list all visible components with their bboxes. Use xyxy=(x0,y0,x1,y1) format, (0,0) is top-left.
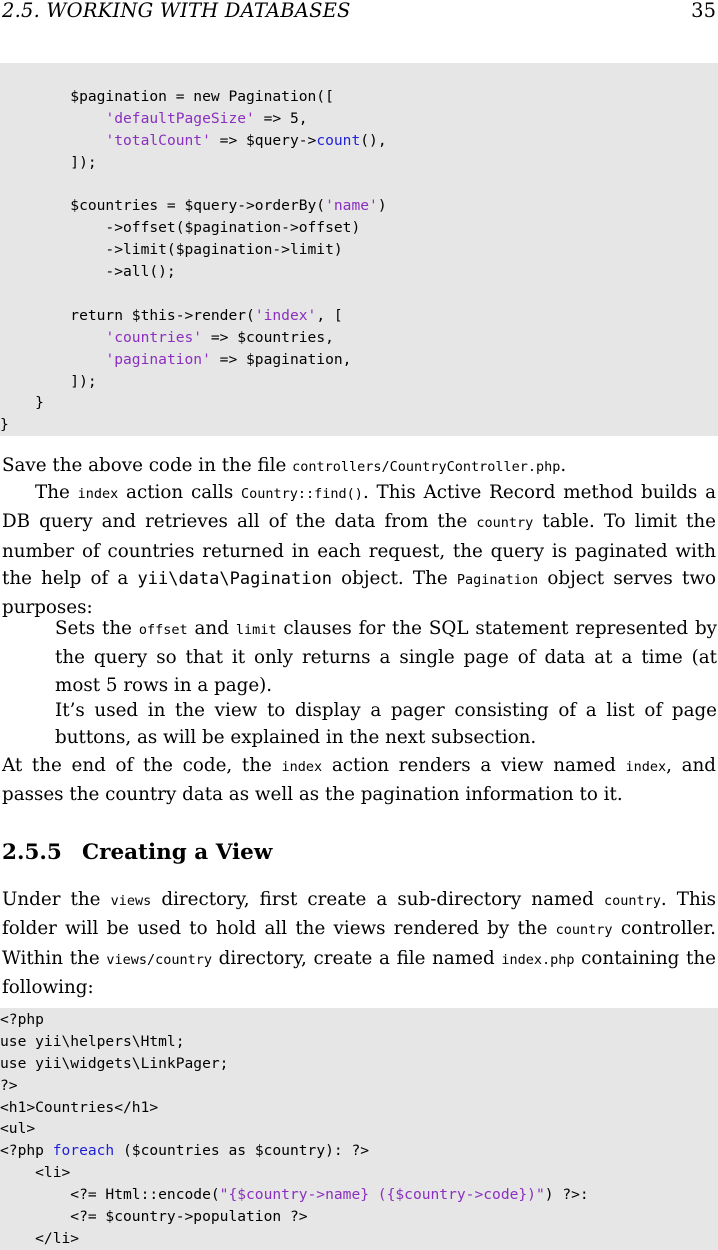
code-line xyxy=(0,283,718,305)
code-line: ]); xyxy=(0,153,97,171)
section-number: 2.5.5 xyxy=(2,840,62,865)
inline-code: index xyxy=(77,486,119,502)
section-heading xyxy=(2,840,272,865)
code-line: $pagination = new Pagination([ xyxy=(0,88,334,105)
code-line: ]); xyxy=(0,372,97,390)
code-line: ->offset($pagination->offset) xyxy=(0,219,361,237)
code-line: ->all(); xyxy=(0,263,176,281)
inline-code: index xyxy=(625,759,667,775)
code-line xyxy=(0,174,718,196)
code-line: <li> xyxy=(0,1164,71,1182)
code-line: $countries = $query->orderBy('name') xyxy=(0,197,387,215)
code-line: <?= $country->population ?> xyxy=(0,1208,308,1226)
list-item: Sets the offset and limit clauses for the SQL statement represented by the query so that it only returns a single page of data at a time (at most 5 rows in a page). xyxy=(55,618,717,696)
code-line: } xyxy=(0,416,9,434)
code-line: <ul> xyxy=(0,1120,36,1138)
inline-code-large: yii\data\Pagination xyxy=(137,568,332,589)
code-line: </li> xyxy=(0,1229,80,1247)
inline-code: country xyxy=(603,893,661,909)
code-line: use yii\widgets\LinkPager; xyxy=(0,1054,229,1072)
code-line: } xyxy=(0,394,44,412)
code-line: 'defaultPageSize' => 5, xyxy=(105,109,308,127)
inline-code: offset xyxy=(138,622,188,638)
inline-code: views/country xyxy=(106,951,213,968)
inline-code: country xyxy=(476,515,534,532)
code-line: return $this->render('index', [ xyxy=(0,306,343,324)
inline-code: views xyxy=(110,893,152,909)
running-header-section: 2.5. WORKING WITH DATABASES xyxy=(2,0,351,22)
inline-code: index.php xyxy=(501,951,575,968)
code-line: ->limit($pagination->limit) xyxy=(0,241,343,259)
code-line: <?= Html::encode("{$country->name} ({$country->code})") ?>: xyxy=(0,1186,589,1204)
code-line: <?php xyxy=(0,1011,44,1028)
code-line: <?php foreach ($countries as $country): ?> xyxy=(0,1142,370,1160)
inline-code: controllers/CountryController.php xyxy=(292,459,561,475)
list-item: It’s used in the view to display a pager consisting of a list of page buttons, as will be explained in the next subsection. xyxy=(55,700,717,749)
code-block-view xyxy=(0,1008,718,1250)
code-line: use yii\helpers\Html; xyxy=(0,1032,185,1050)
paragraph-render: At the end of the code, the index action renders a view named index, and passes the country data as well as the pagination information to it. xyxy=(2,755,717,806)
paragraph-index-action: The index action calls Country::find(). This Active Record method builds a DB query and retrieves all of the data from the country table. To limit the number of countries returned in each request, the query is paginated with the help of a yii\data\Pagination object. The Pagination object serves two purposes: xyxy=(2,482,716,619)
paragraph-create-view: Under the views directory, first create a sub-directory named country. This folder will be used to hold all the views rendered by the country controller. Within the views/country directory, create a file named index.php containing the following: xyxy=(2,889,716,998)
inline-code: index xyxy=(281,759,323,775)
inline-code: limit xyxy=(235,622,277,638)
code-line: 'countries' => $countries, xyxy=(105,328,334,346)
code-line: 'totalCount' => $query->count(), xyxy=(105,131,387,149)
paragraph-save-file: Save the above code in the file controllers/CountryController.php. xyxy=(2,455,567,476)
page-number: 35 xyxy=(691,0,716,22)
inline-code: country xyxy=(555,922,613,939)
code-line: <h1>Countries</h1> xyxy=(0,1098,159,1116)
code-line: 'pagination' => $pagination, xyxy=(105,350,352,368)
code-line: ?> xyxy=(0,1076,18,1094)
code-block-controller xyxy=(0,63,718,436)
inline-code: Pagination xyxy=(456,571,539,588)
running-header xyxy=(0,0,718,26)
inline-code: Country::find() xyxy=(241,486,363,502)
section-title: Creating a View xyxy=(82,840,273,865)
